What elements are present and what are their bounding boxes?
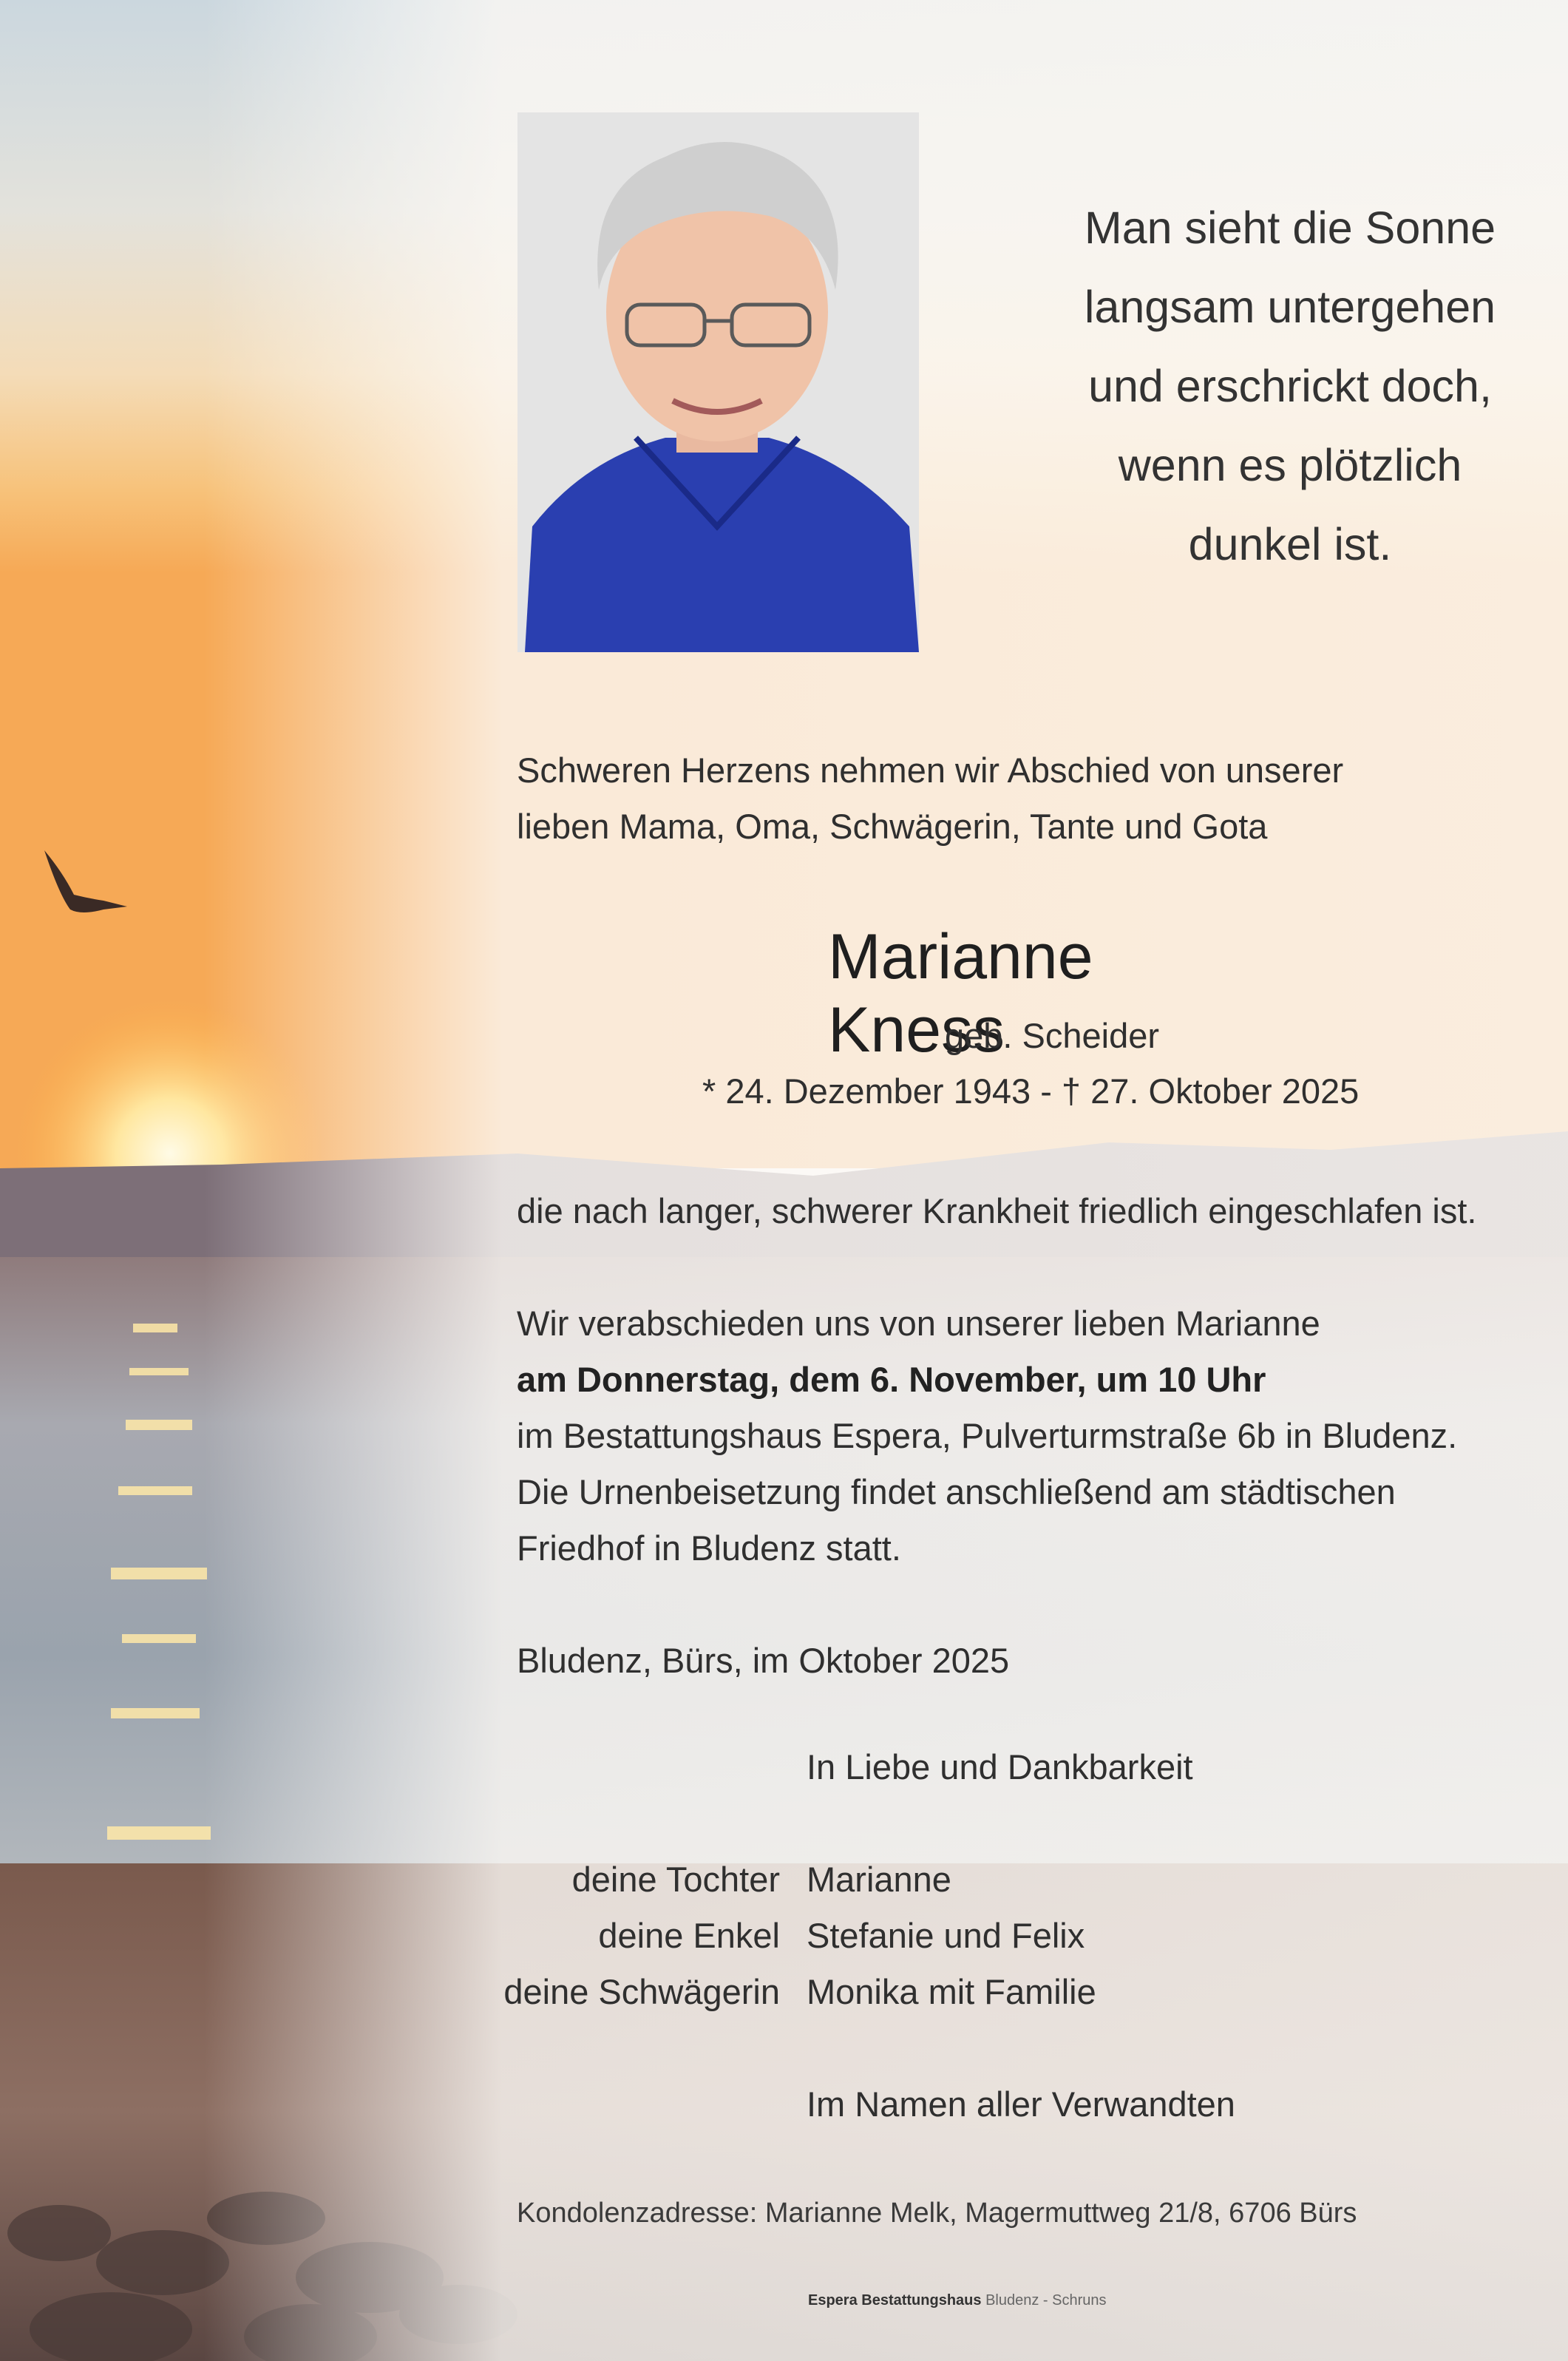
place-date: Bludenz, Bürs, im Oktober 2025 (517, 1641, 1010, 1680)
farewell-line-5: Friedhof in Bludenz statt. (517, 1528, 901, 1568)
farewell-date-time: am Donnerstag, dem 6. November, um 10 Uhr (517, 1360, 1266, 1399)
quote-block (1028, 189, 1552, 584)
quote-line: wenn es plötzlich (1118, 440, 1462, 490)
portrait-photo (517, 112, 919, 652)
relative-role: deine Enkel (598, 1916, 780, 1955)
relatives-closing: Im Namen aller Verwandten (807, 2084, 1235, 2124)
life-dates: * 24. Dezember 1943 - † 27. Oktober 2025 (702, 1071, 1360, 1111)
footer-company: Espera Bestattungshaus (808, 2292, 982, 2309)
relative-role: deine Schwägerin (503, 1972, 780, 2011)
quote-line: und erschrickt doch, (1088, 361, 1492, 411)
condolence-address: Kondolenzadresse: Marianne Melk, Magermuttweg 21/8, 6706 Bürs (517, 2198, 1357, 2229)
closing-text: In Liebe und Dankbarkeit (807, 1747, 1193, 1786)
quote-line: langsam untergehen (1084, 282, 1496, 332)
intro-line-1: Schweren Herzens nehmen wir Abschied von unserer (517, 751, 1344, 790)
quote-line: Man sieht die Sonne (1084, 203, 1496, 253)
relative-names: Monika mit Familie (807, 1972, 1096, 2011)
relative-names: Stefanie und Felix (807, 1916, 1085, 1955)
quote-line: dunkel ist. (1188, 519, 1392, 569)
farewell-line-3: im Bestattungshaus Espera, Pulverturmstraße 6b in Bludenz. (517, 1416, 1458, 1455)
birth-name: geb. Scheider (945, 1016, 1160, 1055)
farewell-line-4: Die Urnenbeisetzung findet anschließend am städtischen (517, 1472, 1396, 1511)
relative-role: deine Tochter (571, 1860, 780, 1899)
deceased-name: Marianne Kness (828, 921, 1093, 1066)
farewell-line-1: Wir verabschieden uns von unserer lieben Marianne (517, 1304, 1320, 1343)
intro-line-2: lieben Mama, Oma, Schwägerin, Tante und Gota (517, 807, 1268, 846)
footer-locations: Bludenz - Schruns (985, 2292, 1107, 2309)
passing-text: die nach langer, schwerer Krankheit friedlich eingeschlafen ist. (517, 1191, 1477, 1230)
funeral-home-footer (808, 2292, 1107, 2309)
relative-names: Marianne (807, 1860, 951, 1899)
